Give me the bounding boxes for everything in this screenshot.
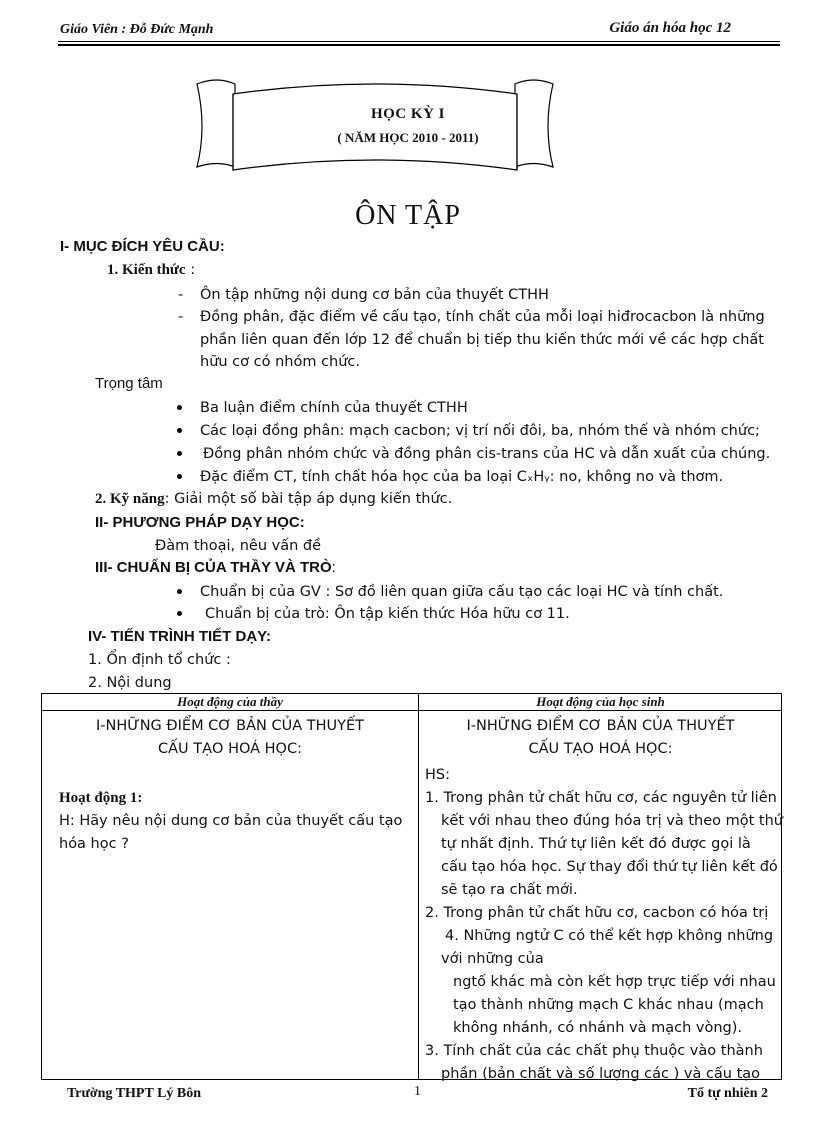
- prep-item-2: Chuẩn bị của trò: Ôn tập kiến thức Hóa hữu cơ 11.: [205, 606, 570, 622]
- school-year: ( NĂM HỌC 2010 - 2011): [337, 130, 479, 145]
- section-3-colon: :: [331, 559, 336, 576]
- answer-line: tự nhất định. Thứ tự liên kết đó được gọi là: [441, 836, 751, 852]
- page-number: 1: [414, 1084, 421, 1099]
- bullet-icon: [177, 451, 182, 456]
- section-3-heading: [95, 557, 336, 579]
- step-2: 2. Nội dung: [88, 675, 172, 691]
- activity-table: [41, 693, 782, 1080]
- answer-line: cấu tạo hóa học. Sự thay đổi thứ tự liên kết đó: [441, 859, 778, 875]
- answer-line: 3. Tính chất của các chất phụ thuộc vào thành: [425, 1043, 763, 1059]
- bullet-icon: [177, 405, 182, 410]
- answer-line: 4. Những ngtử C có thể kết hợp không những: [445, 928, 774, 944]
- answer-line: sẽ tạo ra chất mới.: [441, 882, 578, 898]
- answer-line: 2. Trong phân tử chất hữu cơ, cacbon có hóa trị: [425, 905, 769, 921]
- knowledge-colon: :: [185, 262, 196, 278]
- focus-item-4: Đặc điểm CT, tính chất hóa học của ba loại CₓHᵧ: no, không no và thơm.: [200, 469, 724, 485]
- footer-group: Tổ tự nhiên 2: [687, 1086, 768, 1101]
- focus-label: Trọng tâm: [95, 375, 163, 392]
- focus-item-2: Các loại đồng phân: mạch cacbon; vị trí nối đôi, ba, nhóm thế và nhóm chức;: [200, 423, 760, 439]
- bullet-icon: [177, 611, 182, 616]
- dash-icon: -: [178, 287, 184, 303]
- prep-item-1: Chuẩn bị của GV : Sơ đồ liên quan giữa cấu tạo các loại HC và tính chất.: [200, 584, 724, 600]
- dash-icon: -: [178, 309, 184, 325]
- teacher-question: H: Hãy nêu nội dung cơ bản của thuyết cấu tạo: [59, 813, 403, 829]
- teacher-question-cont: hóa học ?: [59, 836, 129, 852]
- answer-line: với những của: [441, 951, 544, 967]
- skills-label: 2. Kỹ năng: [95, 491, 165, 507]
- teacher-column-header: Hoạt động của thầy: [177, 694, 283, 709]
- answer-line: không nhánh, có nhánh và mạch vòng).: [453, 1020, 743, 1036]
- knowledge-item-2-cont: phần liên quan đến lớp 12 để chuẩn bị tiếp thu kiến thức mới về các hợp chất: [200, 332, 764, 348]
- teaching-methods: Đàm thoại, nêu vấn đề: [155, 538, 322, 554]
- header-rule: [58, 41, 780, 42]
- knowledge-item-2-cont: hữu cơ có nhóm chức.: [200, 354, 361, 370]
- section-4-heading: IV- TIẾN TRÌNH TIẾT DẠY:: [88, 628, 272, 645]
- bullet-icon: [177, 589, 182, 594]
- semester-title: HỌC KỲ I: [370, 106, 445, 122]
- focus-item-1: Ba luận điểm chính của thuyết CTHH: [200, 400, 468, 416]
- knowledge-item-2: Đồng phân, đặc điểm về cấu tạo, tính chất của mỗi loại hiđrocacbon là những: [200, 309, 765, 325]
- header-divider: [42, 710, 781, 711]
- student-section-title: I-NHỮNG ĐIỂM CƠ BẢN CỦA THUYẾT: [466, 718, 735, 734]
- focus-item-3: Đồng phân nhóm chức và đồng phân cis-trans của HC và dẫn xuất của chúng.: [203, 446, 771, 462]
- page-title: ÔN TẬP: [355, 200, 461, 231]
- answer-line: tạo thành những mạch C khác nhau (mạch: [453, 997, 764, 1013]
- skills-line: [95, 488, 452, 510]
- answer-line: phần (bản chất và số lượng các ) và cấu tạo: [441, 1066, 761, 1082]
- student-section-title-cont: CẤU TẠO HOÁ HỌC:: [528, 741, 673, 757]
- knowledge-label: 1. Kiến thức: [107, 262, 186, 278]
- answer-line: 1. Trong phân tử chất hữu cơ, các nguyên tử liên: [425, 790, 777, 806]
- activity-label: Hoạt động 1:: [59, 790, 143, 806]
- bullet-icon: [177, 474, 182, 479]
- teacher-section-title: I-NHỮNG ĐIỂM CƠ BẢN CỦA THUYẾT: [96, 718, 364, 734]
- header-lesson-plan: Giáo án hóa học 12: [609, 20, 731, 36]
- section-3-title: III- CHUẨN BỊ CỦA THẦY VÀ TRÒ: [95, 559, 332, 576]
- student-column-header: Hoạt động của học sinh: [536, 694, 665, 709]
- step-1: 1. Ổn định tổ chức :: [88, 652, 231, 668]
- section-1-heading: I- MỤC ĐÍCH YÊU CẦU:: [60, 238, 225, 255]
- section-2-heading: II- PHƯƠNG PHÁP DẠY HỌC:: [95, 514, 305, 531]
- knowledge-item-1: Ôn tập những nội dung cơ bản của thuyết CTHH: [200, 287, 549, 303]
- header-teacher: Giáo Viên : Đỗ Đức Mạnh: [60, 22, 214, 37]
- skills-text: : Giải một số bài tập áp dụng kiến thức.: [164, 491, 453, 507]
- knowledge-heading: [107, 259, 195, 281]
- answer-line: ngtố khác mà còn kết hợp trực tiếp với nhau: [453, 974, 776, 990]
- student-hs-label: HS:: [425, 767, 450, 783]
- header-rule-thick: [58, 44, 780, 46]
- bullet-icon: [177, 428, 182, 433]
- teacher-section-title-cont: CẤU TẠO HOÁ HỌC:: [158, 741, 302, 757]
- answer-line: kết với nhau theo đúng hóa trị và theo một thứ: [441, 813, 783, 829]
- footer-school: Trường THPT Lý Bôn: [67, 1086, 202, 1101]
